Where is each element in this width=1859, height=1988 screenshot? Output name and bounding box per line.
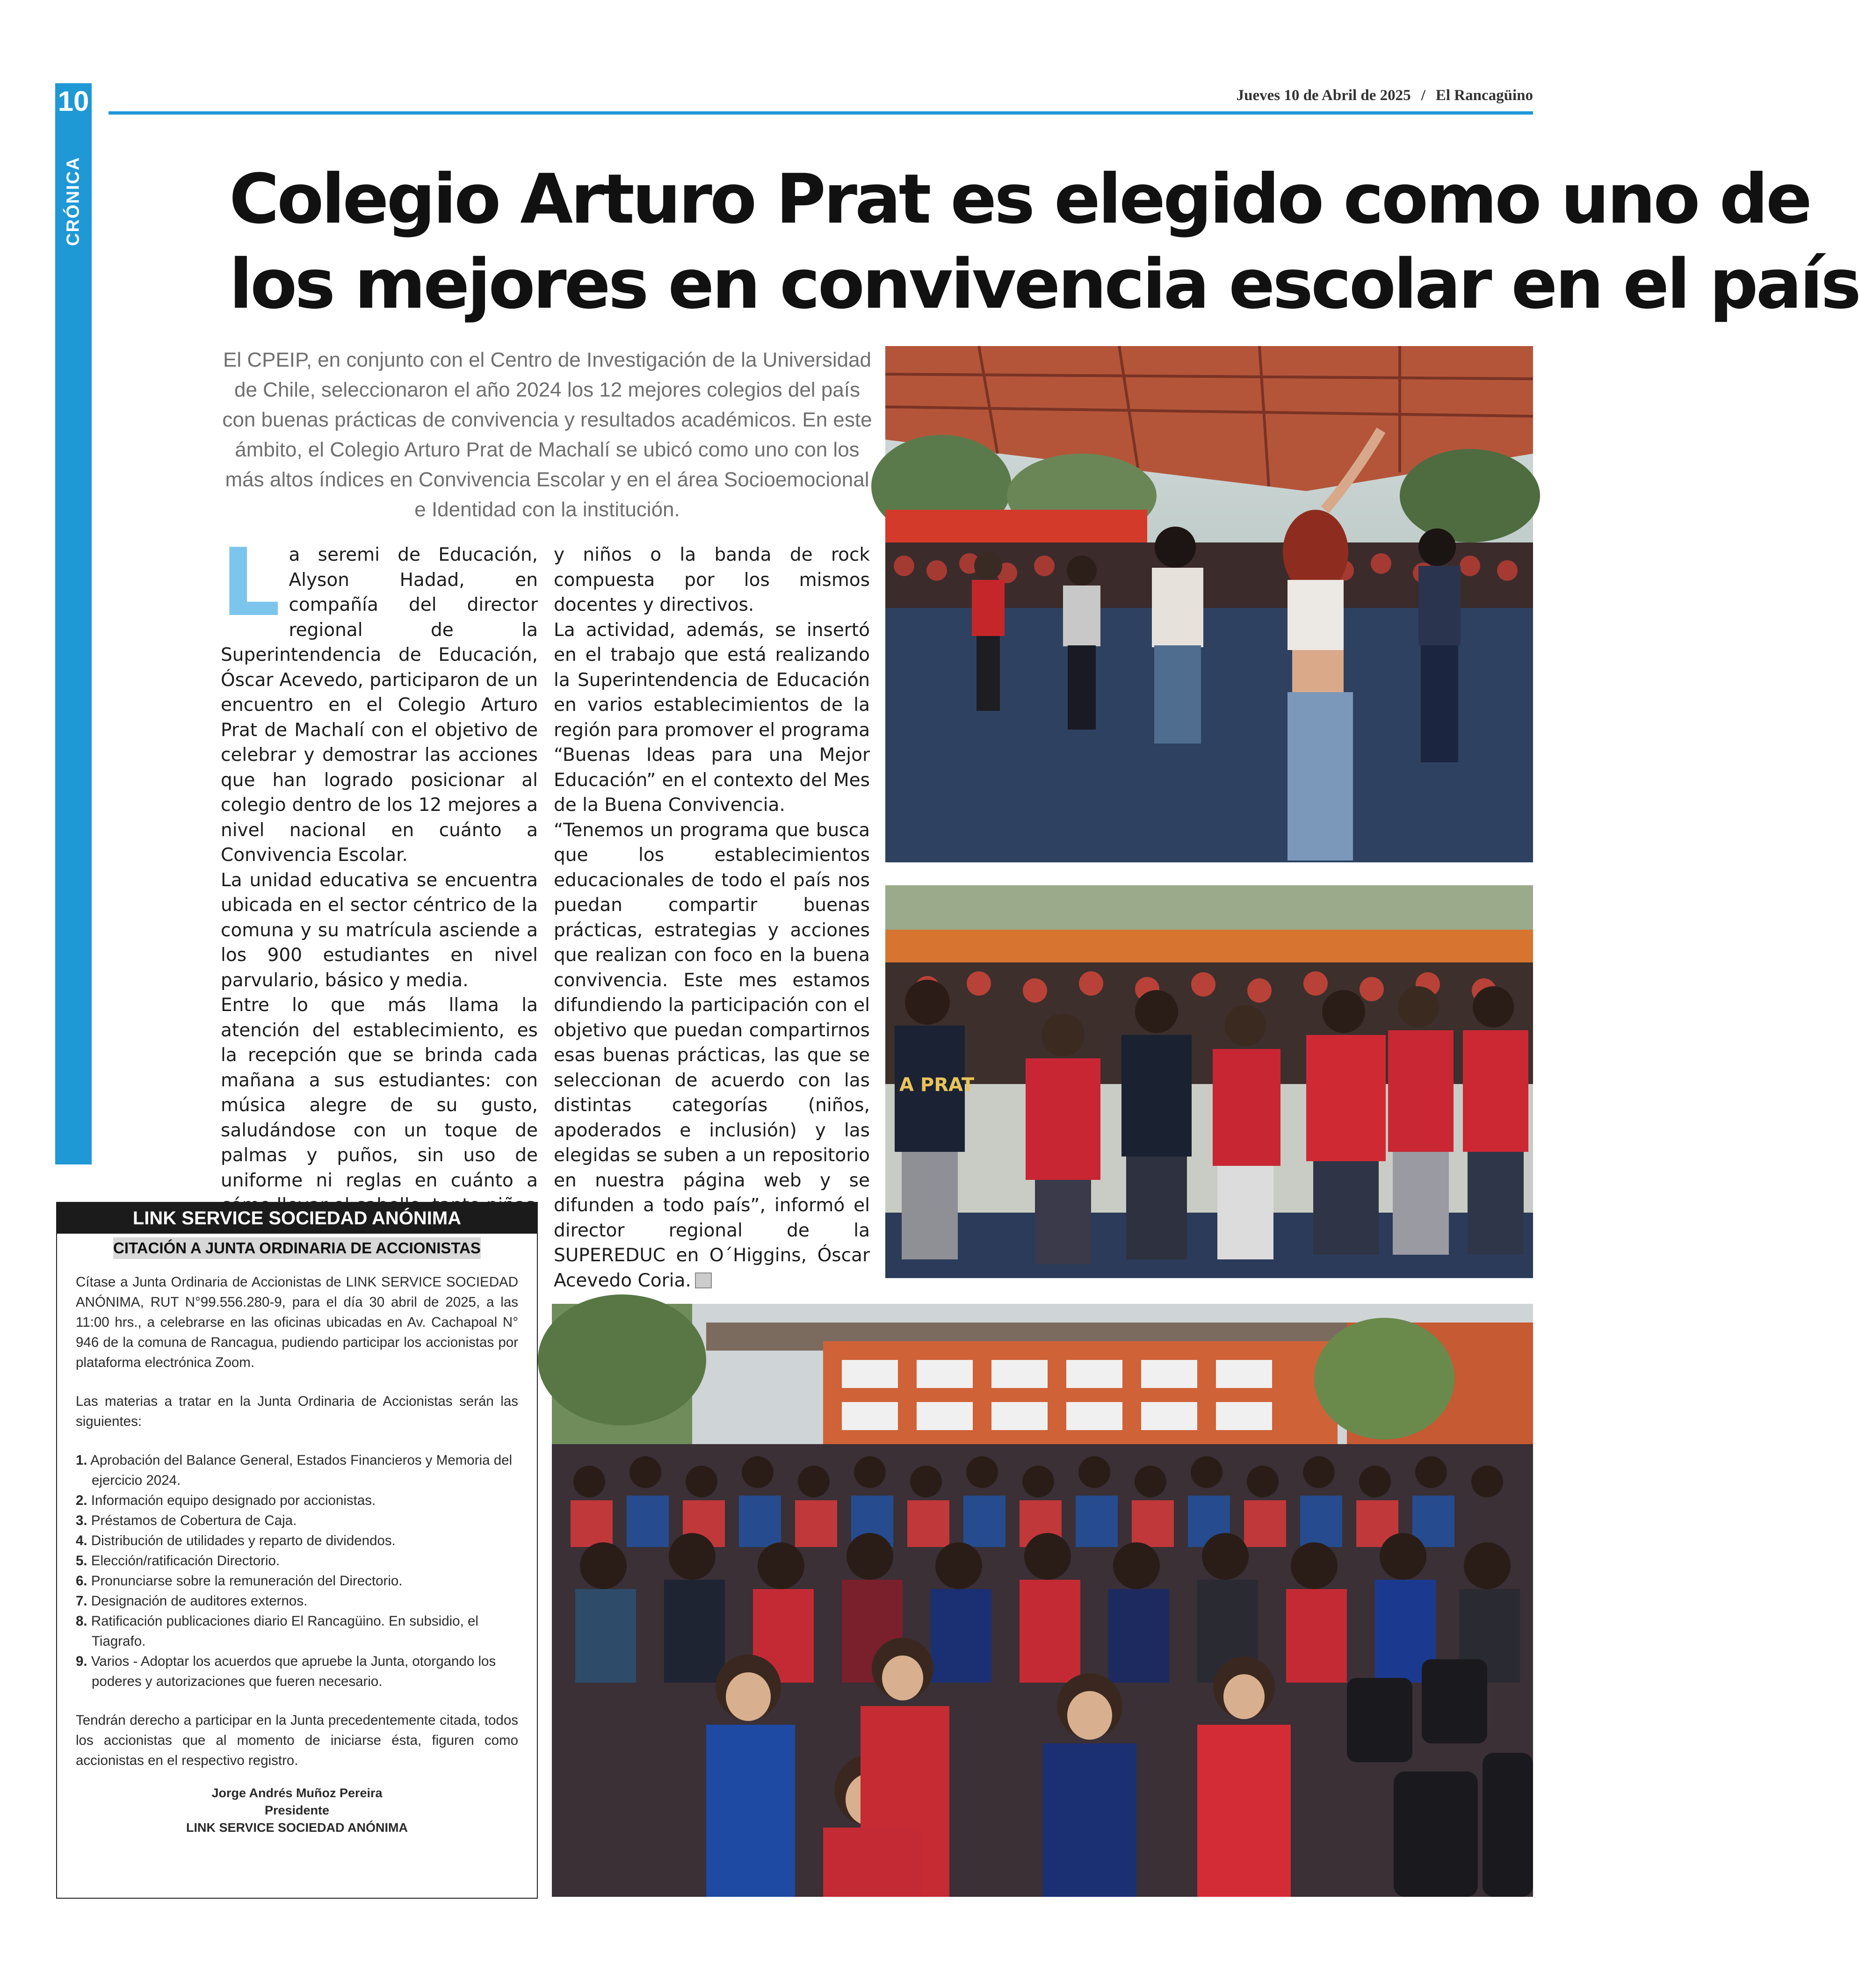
section-label: CRÓNICA — [63, 156, 83, 246]
headline — [229, 157, 1859, 327]
headline-line-2: los mejores en convivencia escolar en el país — [229, 245, 1859, 324]
body-paragraph — [221, 528, 538, 868]
notice-agenda-list — [76, 1450, 518, 1692]
list-item: 6. Pronunciarse sobre la remuneración del Directorio. — [76, 1573, 403, 1589]
notice-closing: Tendrán derecho a participar en la Junta precedentemente citada, todos los accionistas que al momento de iniciarse ésta, figuren como accionistas en el respectivo registro. — [76, 1713, 518, 1768]
signer-role: Presidente — [264, 1803, 330, 1817]
section-side-bar — [55, 119, 92, 1164]
body-column-1 — [221, 528, 538, 1218]
list-item: 7. Designación de auditores externos. — [76, 1593, 308, 1609]
drop-cap: L — [221, 528, 281, 637]
notice-signature — [76, 1785, 518, 1836]
signer-name: Jorge Andrés Muñoz Pereira — [211, 1786, 383, 1800]
notice-subtitle: CITACIÓN A JUNTA ORDINARIA DE ACCIONISTAS — [113, 1237, 481, 1259]
list-item: 4. Distribución de utilidades y reparto de dividendos. — [76, 1533, 396, 1548]
paragraph-text: “Tenemos un programa que busca que los establecimientos educacionales de todo el país nos puedan compartir buenas prácticas, estrategias y acciones que realizan con foco en la buena convivencia. Este mes estamos difundiendo la participación con el objetivo que puedan compartirnos esas buenas prácticas, las que se seleccionan de acuerdo con las distintas categorías (niños, apoderados e inclusión) y las elegidas se suben a un repositorio en nuestra página web y se difunden a todo país”, informó el director regional de la SUPEREDUC en O´Higgins, Óscar Acevedo Coria. — [554, 819, 870, 1291]
notice-intro: Cítase a Junta Ordinaria de Accionistas de LINK SERVICE SOCIEDAD ANÓNIMA, RUT N°99.556.280-9, para el día 30 abril de 2025, a las 11:00 hrs., a celebrarse en las oficinas ubicadas en Av. Cachapoal N° 946 de la comuna de Rancagua, pudiendo participar los accionistas por plataforma electrónica Zoom. — [76, 1274, 518, 1370]
list-item: 1. Aprobación del Balance General, Estados Financieros y Memoria del ejercicio 2024. — [76, 1453, 513, 1488]
legal-notice — [56, 1202, 538, 1899]
body-column-2 — [554, 542, 870, 1293]
list-item: 9. Varios - Adoptar los acuerdos que apruebe la Junta, otorgando los poderes y autorizaciones que fueren necesario. — [76, 1654, 496, 1689]
body-paragraph — [554, 818, 870, 1294]
notice-matters-intro: Las materias a tratar en la Junta Ordinaria de Accionistas serán las siguientes: — [76, 1394, 518, 1429]
body-paragraph: La unidad educativa se encuentra ubicada en el sector céntrico de la comuna y su matrícula asciende a los 900 estudiantes en nivel parvulario, básico y media. — [221, 869, 538, 991]
body-paragraph: La actividad, además, se insertó en el trabajo que está realizando la Superintendencia de Educación en varios establecimientos de la región para promover el programa “Buenas Ideas para una Mejor Educación” en el contexto del Mes de la Buena Convivencia. — [554, 619, 870, 816]
body-paragraph: y niños o la banda de rock compuesta por los mismos docentes y directivos. — [554, 544, 870, 615]
student-assembly-photo — [552, 1304, 1533, 1897]
standing-students-photo — [885, 885, 1533, 1278]
headline-line-1: Colegio Arturo Prat es elegido como uno de — [229, 159, 1810, 239]
signer-company: LINK SERVICE SOCIEDAD ANÓNIMA — [186, 1821, 408, 1835]
header-meta — [1237, 87, 1533, 104]
article-lead: El CPEIP, en conjunto con el Centro de Investigación de la Universidad de Chile, seleccionaron el año 2024 los 12 mejores colegios del país con buenas prácticas de convivencia y resultados académicos. En este ámbito, el Colegio Arturo Prat de Machalí se ubicó como uno con los más altos índices en Convivencia Escolar y en el área Socioemocional e Identidad con la institución. — [222, 348, 872, 521]
list-item: 2. Información equipo designado por accionistas. — [76, 1493, 376, 1508]
list-item: 5. Elección/ratificación Directorio. — [76, 1553, 280, 1569]
notice-company: LINK SERVICE SOCIEDAD ANÓNIMA — [57, 1203, 537, 1234]
header-separator: / — [1421, 87, 1425, 104]
notice-body — [57, 1259, 537, 1836]
page-number: 10 — [55, 83, 92, 119]
body-paragraph: Entre lo que más llama la atención del establecimiento, es la recepción que se brinda cada mañana a sus estudiantes: con música alegre de su gusto, saludándose con un toque de palmas y puños, sin uso de uniforme ni reglas en cuánto a — [221, 995, 538, 1191]
paragraph-text: a seremi de Educación, Alyson Hadad, en compañía del director regional de la Superintendencia de Educación, Óscar Acevedo, participaron de un encuentro en el Colegio Arturo Prat de Machalí con el objetivo de celebrar y demostrar las acciones que han logrado posicionar al colegio dentro de los 12 mejores a nivel nacional en cuánto a Convivencia Escolar. — [221, 544, 538, 866]
issue-date: Jueves 10 de Abril de 2025 — [1236, 87, 1411, 104]
dancing-students-photo — [885, 346, 1533, 862]
end-of-article-icon — [695, 1272, 712, 1288]
header-rule — [109, 111, 1533, 115]
shirt-text: A PRAT — [899, 1074, 975, 1096]
list-item: 3. Préstamos de Cobertura de Caja. — [76, 1513, 297, 1528]
publication-name: El Rancagüino — [1435, 87, 1533, 104]
list-item: 8. Ratificación publicaciones diario El Rancagüino. En subsidio, el Tiagrafo. — [76, 1613, 478, 1649]
